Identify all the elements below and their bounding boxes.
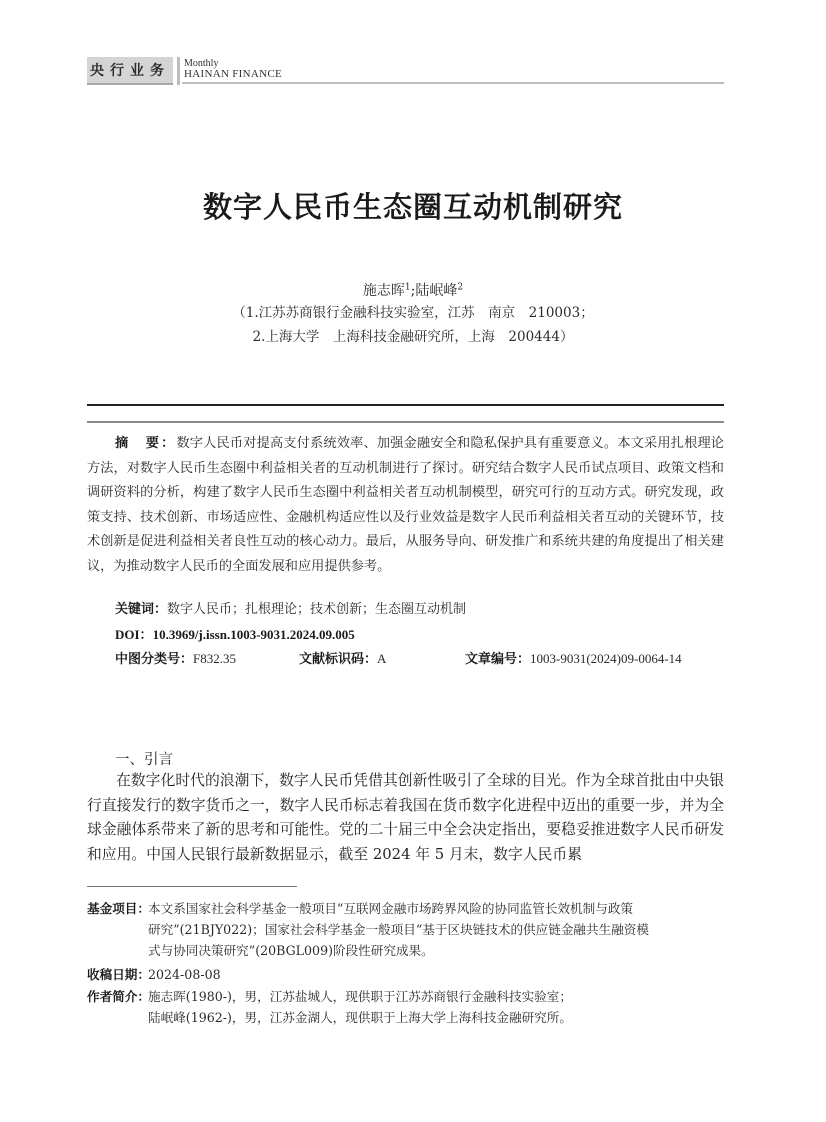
doi-value[interactable]: 10.3969/j.issn.1003-9031.2024.09.005 [152, 627, 355, 642]
author-name: 陆岷峰 [415, 283, 458, 299]
body-paragraph: 在数字化时代的浪潮下，数字人民币凭借其创新性吸引了全球的目光。作为全球首批由中央银行直接发行的数字货币之一，数字人民币标志着我国在货币数字化进程中迈出的重要一步，并为全球金融体系带来了新的思考和可能性。党的二十届三中全会决定指出，要稳妥推进数字人民币研发和应用。中国人民银行最新数据显示，截至 2024 年 5 月末，数字人民币累 [87, 772, 724, 863]
separator-rule [87, 404, 724, 406]
article-number-label: 文章编号： [465, 652, 531, 667]
header-rule [182, 82, 724, 84]
document-code-label: 文献标识码： [299, 652, 378, 667]
footnote-rule [87, 886, 297, 887]
affiliation-line: 2.上海大学 上海科技金融研究所，上海 200444） [252, 329, 574, 345]
fund-line: 研究”(21BJY022)；国家社会科学基金一般项目“基于区块链技术的供应链金融共生融资模 [148, 922, 649, 937]
fund-content [148, 898, 727, 961]
fund-label: 基金项目： [87, 901, 150, 916]
affiliation-mark: 2 [457, 282, 464, 293]
author-bio-content [148, 986, 727, 1028]
header-divider [177, 57, 180, 85]
article-title: 数字人民币生态圈互动机制研究 [202, 190, 623, 224]
footnote-received-date [87, 964, 727, 985]
document-code-value: A [377, 651, 387, 666]
journal-header [87, 57, 727, 85]
keywords-label: 关键词： [115, 602, 168, 617]
fund-line: 式与协同决策研究”(20BGL009)阶段性研究成果。 [148, 943, 434, 958]
abstract-label: 摘 要： [115, 436, 177, 451]
received-label: 收稿日期： [87, 967, 150, 982]
separator-rule [87, 421, 724, 423]
clc-label: 中图分类号： [115, 652, 194, 667]
clc-number [115, 648, 236, 667]
author-name: 施志晖 [362, 283, 405, 299]
document-code [299, 648, 386, 667]
journal-name-block [184, 58, 282, 80]
journal-frequency: Monthly [184, 58, 219, 69]
received-value: 2024-08-08 [148, 967, 221, 982]
keywords [115, 598, 466, 617]
author-bio-line: 施志晖(1980-)，男，江苏盐城人，现供职于江苏苏商银行金融科技实验室； [148, 989, 572, 1004]
affiliation-mark: 1 [404, 282, 411, 293]
abstract-text: 数字人民币对提高支付系统效率、加强金融安全和隐私保护具有重要意义。本文采用扎根理论方法，对数字人民币生态圈中利益相关者的互动机制进行了探讨。研究结合数字人民币试点项目、政策文档和调研资料的分析，构建了数字人民币生态圈中利益相关者互动机制模型，研究可行的互动方式。研究发现，政策支持、技术创新、市场适应性、金融机构适应性以及行业效益是数字人民币利益相关者互动的关键环节，技术创新是促进利益相关者良性互动的核心动力。最后，从服务导向、研发推广和系统共建的角度提出了相关建议，为推动数字人民币的全面发展和应用提供参考。 [87, 436, 724, 574]
author-separator: ; [410, 283, 416, 299]
affiliation-line: （1.江苏苏商银行金融科技实验室，江苏 南京 210003； [232, 305, 594, 321]
article-number [465, 648, 682, 667]
footnote-fund [87, 898, 727, 961]
section-heading: 一、引言 [115, 752, 173, 768]
author-line [0, 280, 826, 300]
journal-name: HAINAN FINANCE [184, 68, 283, 80]
author-bio-line: 陆岷峰(1962-)，男，江苏金湖人，现供职于上海大学上海科技金融研究所。 [148, 1010, 572, 1025]
author-bio-label: 作者简介： [87, 989, 150, 1004]
section-label: 央行业务 [87, 57, 173, 85]
doi [115, 624, 355, 643]
doi-label: DOI： [115, 627, 153, 642]
abstract [87, 432, 724, 580]
keywords-value: 数字人民币；扎根理论；技术创新；生态圈互动机制 [167, 602, 467, 617]
article-number-value: 1003-9031(2024)09-0064-14 [530, 651, 682, 666]
received-content [148, 964, 727, 985]
clc-value: F832.35 [193, 651, 236, 666]
footnote-author-bio [87, 986, 727, 1028]
fund-line: 本文系国家社会科学基金一般项目“互联网金融市场跨界风险的协同监管长效机制与政策 [148, 901, 634, 916]
